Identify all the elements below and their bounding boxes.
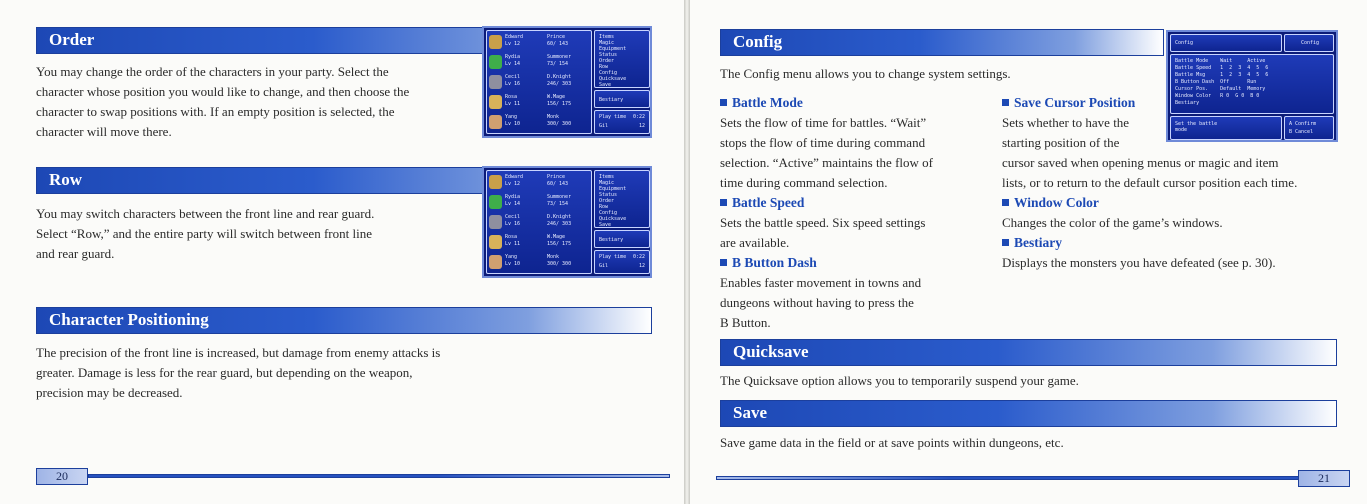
party-member	[489, 214, 591, 230]
bullet-square-icon	[720, 99, 727, 106]
order-menu-screenshot	[482, 26, 652, 138]
battle-mode-heading	[720, 93, 990, 113]
party-member-hp: 60/ 143	[547, 41, 569, 47]
text-line: You may change the order of the characters in your party. Select the	[36, 64, 389, 79]
party-member-level: Lv 11	[505, 241, 521, 247]
playtime-label: Play time	[599, 254, 627, 260]
command-menu-item: Quicksave	[599, 216, 627, 222]
positioning-description	[36, 343, 556, 403]
party-member-level: Lv 12	[505, 41, 521, 47]
party-member-job: Summoner	[547, 54, 572, 60]
party-member-level: Lv 11	[505, 101, 521, 107]
text-line: precision may be decreased.	[36, 385, 183, 400]
command-menu-item: Equipment	[599, 46, 627, 52]
bullet-square-icon	[720, 199, 727, 206]
party-member	[489, 174, 591, 190]
row-title: Row	[49, 170, 83, 189]
config-screen-confirm: A Confirm	[1289, 121, 1317, 127]
config-screen-header-right	[1284, 34, 1334, 52]
config-section-header	[720, 29, 1164, 56]
text-line: The precision of the front line is increased, but damage from enemy attacks is	[36, 345, 441, 360]
party-member-name: Edward	[505, 174, 524, 180]
playtime-value: 0:22	[633, 114, 646, 120]
character-sprite-icon	[489, 255, 502, 269]
text-line: stops the flow of time during command	[720, 135, 926, 150]
save-cursor-heading	[1002, 93, 1362, 113]
text-line: Displays the monsters you have defeated (see p. 30).	[1002, 255, 1276, 270]
heading-text: Battle Mode	[732, 95, 803, 110]
command-menu-item: Order	[599, 58, 615, 64]
party-member-level: Lv 14	[505, 61, 521, 67]
text-line: character whose position you would like to change, and then choose the	[36, 84, 410, 99]
text-line: Changes the color of the game’s windows.	[1002, 215, 1223, 230]
heading-text: Save Cursor Position	[1014, 95, 1136, 110]
heading-text: Window Color	[1014, 195, 1099, 210]
party-member-hp: 300/ 300	[547, 121, 572, 127]
command-menu-item: Items	[599, 174, 615, 180]
text-line: Select “Row,” and the entire party will switch between front line	[36, 226, 372, 241]
command-menu-item: Magic	[599, 180, 615, 186]
config-screen-row: B Button Dash Off Run	[1175, 79, 1257, 85]
party-member-hp: 73/ 154	[547, 61, 569, 67]
right-page	[690, 0, 1367, 504]
config-screen-header-right-label: Config	[1301, 40, 1320, 46]
text-line: You may switch characters between the front line and rear guard.	[36, 206, 375, 221]
party-member-job: W.Mage	[547, 234, 566, 240]
party-member-name: Edward	[505, 34, 524, 40]
party-member	[489, 194, 591, 210]
text-line: Sets the battle speed. Six speed settings	[720, 215, 926, 230]
text-line: dungeons without having to press the	[720, 295, 914, 310]
character-sprite-icon	[489, 235, 502, 249]
command-menu-item: Config	[599, 210, 618, 216]
save-section-header	[720, 400, 1337, 427]
party-member-name: Cecil	[505, 74, 521, 80]
command-menu-item: Order	[599, 198, 615, 204]
party-member-name: Rydia	[505, 194, 521, 200]
command-menu-item: Row	[599, 64, 609, 70]
party-member-name: Yang	[505, 114, 518, 120]
heading-text: Bestiary	[1014, 235, 1062, 250]
config-screen-row: Battle Msg 1 2 3 4 5 6	[1175, 72, 1269, 78]
character-sprite-icon	[489, 75, 502, 89]
party-list	[486, 30, 592, 134]
party-member-hp: 73/ 154	[547, 201, 569, 207]
party-member	[489, 114, 591, 130]
config-screen-header	[1170, 34, 1282, 52]
config-screen-row: Cursor Pos. Default Memory	[1175, 86, 1266, 92]
text-line: greater. Damage is less for the rear guard, but depending on the weapon,	[36, 365, 413, 380]
text-line: Sets whether to have the	[1002, 115, 1130, 130]
party-member	[489, 74, 591, 90]
quicksave-title: Quicksave	[733, 342, 809, 361]
party-member	[489, 234, 591, 250]
command-menu-item: Magic	[599, 40, 615, 46]
party-member-level: Lv 12	[505, 181, 521, 187]
party-member-name: Rosa	[505, 94, 518, 100]
quicksave-description: The Quicksave option allows you to temporarily suspend your game.	[720, 373, 1079, 388]
battle-speed-heading	[720, 193, 990, 213]
bullet-square-icon	[1002, 99, 1009, 106]
command-menu	[594, 170, 650, 228]
character-sprite-icon	[489, 115, 502, 129]
party-member-level: Lv 16	[505, 221, 521, 227]
footer-rule	[716, 476, 1300, 480]
config-left-column	[720, 93, 990, 333]
party-member-name: Rydia	[505, 54, 521, 60]
text-line: lists, or to return to the default cursor position each time.	[1002, 175, 1298, 190]
party-member-job: D.Knight	[547, 214, 572, 220]
positioning-section-header	[36, 307, 652, 334]
party-member-hp: 300/ 300	[547, 261, 572, 267]
text-line: character will move there.	[36, 124, 172, 139]
command-menu-item: Items	[599, 34, 615, 40]
command-menu	[594, 30, 650, 88]
config-screen-row: Battle Mode Wait Active	[1175, 58, 1266, 64]
row-description	[36, 204, 476, 264]
config-screen-row: Battle Speed 1 2 3 4 5 6	[1175, 65, 1269, 71]
gil-value: 12	[639, 123, 646, 129]
heading-text: B Button Dash	[732, 255, 817, 270]
bullet-square-icon	[1002, 199, 1009, 206]
save-title: Save	[733, 403, 767, 422]
command-menu-item: Row	[599, 204, 609, 210]
character-sprite-icon	[489, 55, 502, 69]
party-member-job: Monk	[547, 114, 560, 120]
text-line: Sets the flow of time for battles. “Wait”	[720, 115, 927, 130]
party-member	[489, 94, 591, 110]
order-title: Order	[49, 30, 95, 49]
config-screen-header-label: Config	[1175, 40, 1194, 46]
character-sprite-icon	[489, 35, 502, 49]
footer-rule	[88, 474, 670, 478]
party-member-hp: 246/ 303	[547, 221, 572, 227]
gil-label: Gil	[599, 123, 609, 129]
config-intro: The Config menu allows you to change system settings.	[720, 66, 1011, 81]
extra-menu-item: Bestiary	[599, 97, 624, 103]
page-number: 21	[1298, 470, 1350, 487]
party-member-name: Rosa	[505, 234, 518, 240]
party-member-hp: 60/ 143	[547, 181, 569, 187]
party-member-name: Cecil	[505, 214, 521, 220]
character-sprite-icon	[489, 95, 502, 109]
text-line: B Button.	[720, 315, 771, 330]
command-menu-item: Quicksave	[599, 76, 627, 82]
save-description: Save game data in the field or at save points within dungeons, etc.	[720, 435, 1064, 450]
quicksave-section-header	[720, 339, 1337, 366]
character-sprite-icon	[489, 195, 502, 209]
bullet-square-icon	[1002, 239, 1009, 246]
party-member	[489, 254, 591, 270]
party-member-level: Lv 10	[505, 261, 521, 267]
config-screen-row: Window Color R 0 G 0 B 0	[1175, 93, 1260, 99]
config-screen-help-text: Set the battle mode	[1175, 121, 1218, 133]
party-member-job: D.Knight	[547, 74, 572, 80]
party-member-job: Summoner	[547, 194, 572, 200]
page-number: 20	[36, 468, 88, 485]
extra-menu	[594, 230, 650, 248]
character-sprite-icon	[489, 215, 502, 229]
text-line: character to swap positions with. If an empty position is selected, the	[36, 104, 395, 119]
b-button-dash-heading	[720, 253, 990, 273]
playtime-box	[594, 110, 650, 134]
gil-label: Gil	[599, 263, 609, 269]
config-screen-cancel: B Cancel	[1289, 129, 1314, 135]
party-member	[489, 34, 591, 50]
order-description	[36, 62, 476, 142]
party-member-hp: 156/ 175	[547, 101, 572, 107]
character-sprite-icon	[489, 175, 502, 189]
party-member-name: Yang	[505, 254, 518, 260]
command-menu-item: Config	[599, 70, 618, 76]
text-line: cursor saved when opening menus or magic and item	[1002, 155, 1279, 170]
command-menu-item: Equipment	[599, 186, 627, 192]
party-member-job: W.Mage	[547, 94, 566, 100]
command-menu-item: Save	[599, 82, 612, 88]
party-member-hp: 246/ 303	[547, 81, 572, 87]
config-screen-row: Bestiary	[1175, 100, 1200, 106]
extra-menu-item: Bestiary	[599, 237, 624, 243]
text-line: time during command selection.	[720, 175, 888, 190]
command-menu-item: Save	[599, 222, 612, 228]
party-member	[489, 54, 591, 70]
playtime-value: 0:22	[633, 254, 646, 260]
gil-value: 12	[639, 263, 646, 269]
party-member-hp: 156/ 175	[547, 241, 572, 247]
heading-text: Battle Speed	[732, 195, 805, 210]
party-member-level: Lv 14	[505, 201, 521, 207]
playtime-label: Play time	[599, 114, 627, 120]
text-line: Enables faster movement in towns and	[720, 275, 922, 290]
command-menu-item: Status	[599, 52, 618, 58]
party-member-job: Prince	[547, 174, 566, 180]
config-title: Config	[733, 32, 783, 51]
text-line: selection. “Active” maintains the flow of	[720, 155, 933, 170]
party-member-level: Lv 10	[505, 121, 521, 127]
positioning-title: Character Positioning	[49, 310, 209, 329]
text-line: are available.	[720, 235, 790, 250]
command-menu-item: Status	[599, 192, 618, 198]
party-list	[486, 170, 592, 274]
text-line: starting position of the	[1002, 135, 1120, 150]
party-member-level: Lv 16	[505, 81, 521, 87]
playtime-box	[594, 250, 650, 274]
bullet-square-icon	[720, 259, 727, 266]
config-right-column	[1002, 93, 1362, 273]
window-color-heading	[1002, 193, 1362, 213]
extra-menu	[594, 90, 650, 108]
party-member-job: Prince	[547, 34, 566, 40]
party-member-job: Monk	[547, 254, 560, 260]
bestiary-heading	[1002, 233, 1362, 253]
text-line: and rear guard.	[36, 246, 115, 261]
row-menu-screenshot	[482, 166, 652, 278]
